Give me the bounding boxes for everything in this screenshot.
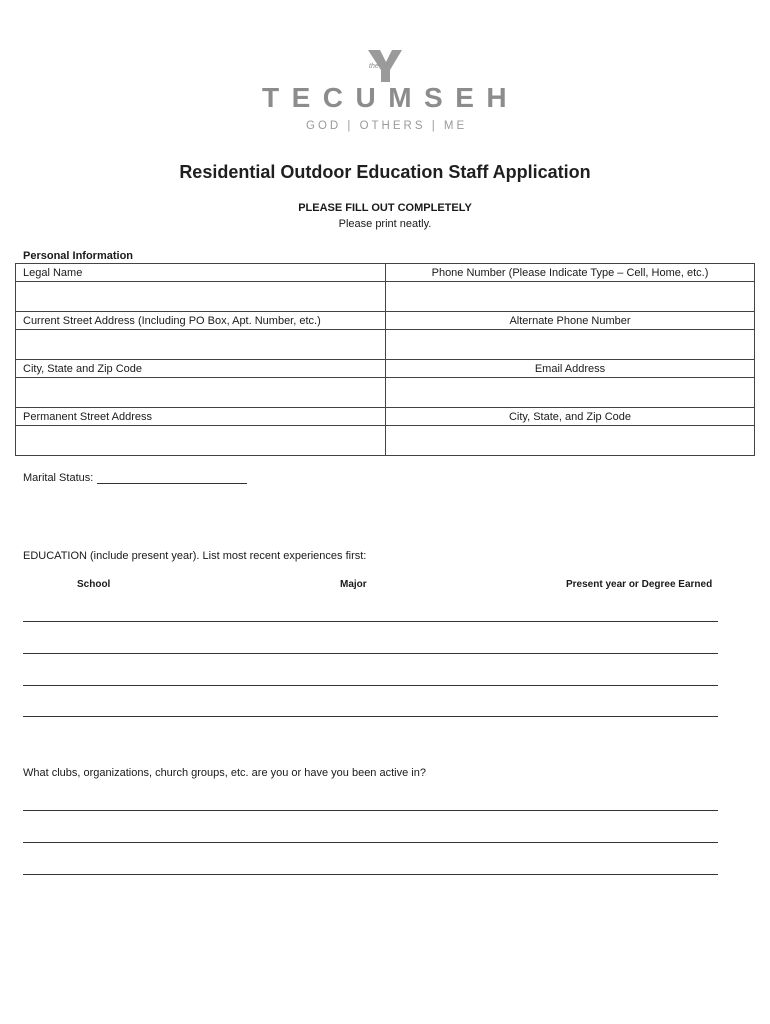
table-row (16, 378, 755, 408)
clubs-prompt: What clubs, organizations, church groups, etc. are you or have you been active in? (23, 767, 426, 779)
table-row (16, 330, 755, 360)
email-address-label: Email Address (386, 360, 755, 378)
permanent-address-label: Permanent Street Address (16, 408, 386, 426)
education-prompt: EDUCATION (include present year). List most recent experiences first: (23, 550, 367, 562)
table-row (16, 426, 755, 456)
clubs-line[interactable] (23, 874, 718, 875)
table-row (16, 360, 755, 378)
clubs-line[interactable] (23, 810, 718, 811)
education-line[interactable] (23, 653, 718, 654)
logo-tagline: GOD | OTHERS | ME (306, 120, 468, 132)
logo-the-text: the (369, 63, 379, 70)
logo-name: TECUMSEH (262, 82, 520, 113)
personal-info-heading: Personal Information (23, 250, 134, 262)
legal-name-field[interactable] (16, 282, 386, 312)
clubs-line[interactable] (23, 842, 718, 843)
instruction-print-neatly: Please print neatly. (338, 218, 432, 230)
phone-number-label: Phone Number (Please Indicate Type – Cell, Home, etc.) (386, 264, 755, 282)
education-column-school: School (77, 579, 111, 590)
table-row (16, 282, 755, 312)
instruction-fill-completely: PLEASE FILL OUT COMPLETELY (298, 202, 472, 214)
legal-name-label: Legal Name (16, 264, 386, 282)
marital-status-label: Marital Status: (23, 472, 94, 484)
personal-info-table (15, 263, 755, 456)
education-line[interactable] (23, 685, 718, 686)
page-title: Residential Outdoor Education Staff Application (179, 162, 591, 182)
city-state-zip-field[interactable] (16, 378, 386, 408)
table-row (16, 408, 755, 426)
city-state-zip-label: City, State and Zip Code (16, 360, 386, 378)
current-address-field[interactable] (16, 330, 386, 360)
education-column-major: Major (340, 579, 367, 590)
current-address-label: Current Street Address (Including PO Box, Apt. Number, etc.) (16, 312, 386, 330)
permanent-address-field[interactable] (16, 426, 386, 456)
phone-number-field[interactable] (386, 282, 755, 312)
alternate-phone-field[interactable] (386, 330, 755, 360)
education-line[interactable] (23, 716, 718, 717)
education-line[interactable] (23, 621, 718, 622)
tecumseh-logo (0, 44, 770, 144)
marital-status-field[interactable] (97, 473, 247, 484)
table-row (16, 312, 755, 330)
education-column-degree: Present year or Degree Earned (566, 579, 713, 590)
email-address-field[interactable] (386, 378, 755, 408)
table-row (16, 264, 755, 282)
permanent-city-state-zip-field[interactable] (386, 426, 755, 456)
marital-status (23, 472, 247, 484)
permanent-city-state-zip-label: City, State, and Zip Code (386, 408, 755, 426)
alternate-phone-label: Alternate Phone Number (386, 312, 755, 330)
